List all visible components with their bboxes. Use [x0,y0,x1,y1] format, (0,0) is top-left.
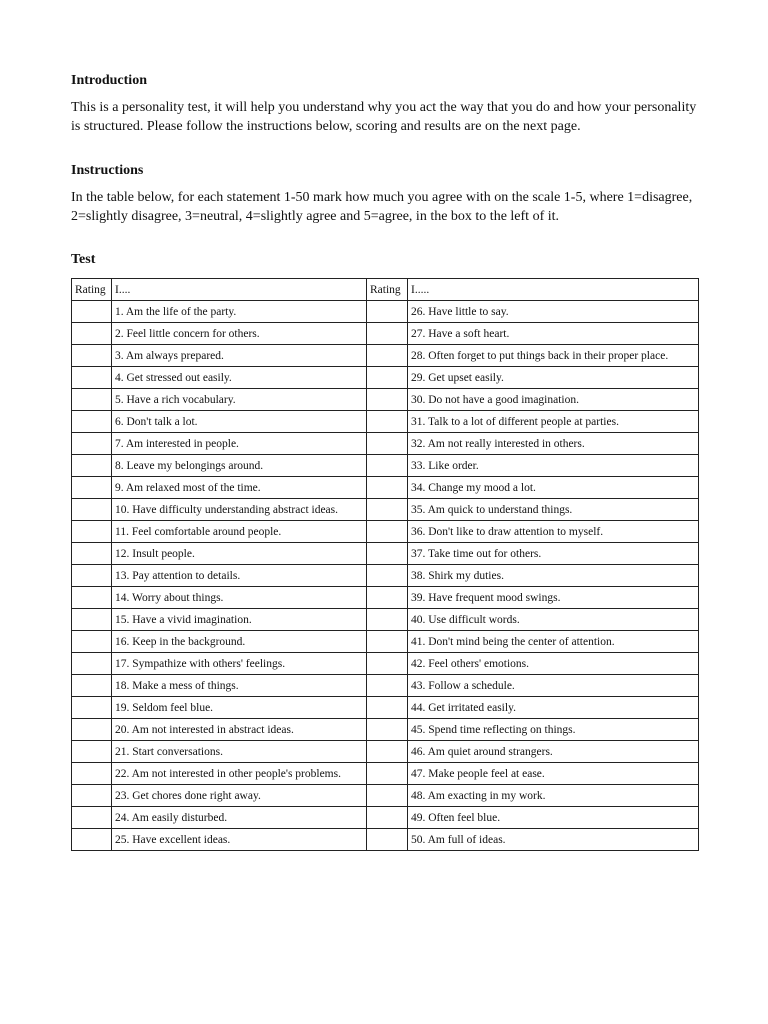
statement-cell: 4. Get stressed out easily. [112,367,367,389]
statement-cell: 48. Am exacting in my work. [408,785,699,807]
statement-cell: 7. Am interested in people. [112,433,367,455]
statement-cell: 41. Don't mind being the center of attention. [408,631,699,653]
statement-cell: 30. Do not have a good imagination. [408,389,699,411]
rating-box[interactable] [367,521,408,543]
introduction-heading: Introduction [71,73,147,88]
rating-box[interactable] [367,433,408,455]
rating-box[interactable] [72,301,112,323]
rating-box[interactable] [367,389,408,411]
rating-box[interactable] [367,763,408,785]
rating-box[interactable] [72,433,112,455]
rating-box[interactable] [72,675,112,697]
statement-cell: 37. Take time out for others. [408,543,699,565]
rating-box[interactable] [72,565,112,587]
introduction-text: This is a personality test, it will help you understand why you act the way that you do and how your personality is structured. Please follow the instructions below, scoring and results are on the next page. [71,100,697,134]
rating-box[interactable] [72,785,112,807]
rating-box[interactable] [367,477,408,499]
table-row [72,477,699,499]
rating-box[interactable] [367,587,408,609]
statement-cell: 5. Have a rich vocabulary. [112,389,367,411]
rating-box[interactable] [367,411,408,433]
statement-cell: 27. Have a soft heart. [408,323,699,345]
instructions-heading: Instructions [71,163,144,178]
statement-cell: 33. Like order. [408,455,699,477]
rating-box[interactable] [72,323,112,345]
table-row [72,763,699,785]
rating-box[interactable] [367,719,408,741]
table-row [72,433,699,455]
rating-header-left: Rating [72,279,112,301]
statement-cell: 36. Don't like to draw attention to myself. [408,521,699,543]
rating-box[interactable] [72,499,112,521]
statement-cell: 39. Have frequent mood swings. [408,587,699,609]
rating-box[interactable] [72,609,112,631]
rating-box[interactable] [72,631,112,653]
statement-header-left: I.... [112,279,367,301]
rating-box[interactable] [72,763,112,785]
test-table [71,278,699,851]
table-row [72,653,699,675]
test-table-body [72,301,699,851]
rating-box[interactable] [367,301,408,323]
statement-cell: 18. Make a mess of things. [112,675,367,697]
statement-cell: 3. Am always prepared. [112,345,367,367]
statement-header-right: I..... [408,279,699,301]
statement-cell: 2. Feel little concern for others. [112,323,367,345]
statement-cell: 38. Shirk my duties. [408,565,699,587]
test-heading: Test [71,252,96,267]
table-row [72,719,699,741]
table-row [72,521,699,543]
rating-box[interactable] [72,697,112,719]
table-row [72,345,699,367]
rating-box[interactable] [72,389,112,411]
rating-box[interactable] [72,719,112,741]
rating-box[interactable] [72,829,112,851]
statement-cell: 43. Follow a schedule. [408,675,699,697]
statement-cell: 6. Don't talk a lot. [112,411,367,433]
rating-box[interactable] [367,653,408,675]
table-row [72,609,699,631]
table-row [72,389,699,411]
rating-box[interactable] [367,741,408,763]
statement-cell: 45. Spend time reflecting on things. [408,719,699,741]
statement-cell: 35. Am quick to understand things. [408,499,699,521]
statement-cell: 10. Have difficulty understanding abstract ideas. [112,499,367,521]
rating-box[interactable] [367,631,408,653]
statement-cell: 40. Use difficult words. [408,609,699,631]
document-page [71,72,698,851]
table-row [72,785,699,807]
table-row [72,301,699,323]
table-row [72,323,699,345]
rating-box[interactable] [72,345,112,367]
statement-cell: 22. Am not interested in other people's problems. [112,763,367,785]
rating-box[interactable] [367,345,408,367]
rating-box[interactable] [72,741,112,763]
statement-cell: 13. Pay attention to details. [112,565,367,587]
statement-cell: 1. Am the life of the party. [112,301,367,323]
statement-cell: 50. Am full of ideas. [408,829,699,851]
rating-header-right: Rating [367,279,408,301]
statement-cell: 46. Am quiet around strangers. [408,741,699,763]
rating-box[interactable] [367,785,408,807]
rating-box[interactable] [367,565,408,587]
table-row [72,675,699,697]
table-row [72,807,699,829]
table-row [72,499,699,521]
rating-box[interactable] [367,829,408,851]
statement-cell: 11. Feel comfortable around people. [112,521,367,543]
rating-box[interactable] [367,367,408,389]
table-row [72,741,699,763]
instructions-text: In the table below, for each statement 1-50 mark how much you agree with on the scale 1-5, where 1=disagree, 2=slightly disagree, 3=neutral, 4=slightly agree and 5=agree, in the box to the left of it. [71,190,693,224]
statement-cell: 23. Get chores done right away. [112,785,367,807]
table-row [72,455,699,477]
statement-cell: 44. Get irritated easily. [408,697,699,719]
table-row [72,697,699,719]
rating-box[interactable] [367,543,408,565]
table-row [72,587,699,609]
rating-box[interactable] [72,455,112,477]
statement-cell: 19. Seldom feel blue. [112,697,367,719]
rating-box[interactable] [367,675,408,697]
statement-cell: 28. Often forget to put things back in their proper place. [408,345,699,367]
rating-box[interactable] [72,367,112,389]
statement-cell: 21. Start conversations. [112,741,367,763]
rating-box[interactable] [72,521,112,543]
statement-cell: 9. Am relaxed most of the time. [112,477,367,499]
statement-cell: 14. Worry about things. [112,587,367,609]
rating-box[interactable] [72,543,112,565]
statement-cell: 49. Often feel blue. [408,807,699,829]
rating-box[interactable] [367,609,408,631]
statement-cell: 16. Keep in the background. [112,631,367,653]
statement-cell: 32. Am not really interested in others. [408,433,699,455]
rating-box[interactable] [72,587,112,609]
statement-cell: 47. Make people feel at ease. [408,763,699,785]
table-header-row [72,279,699,301]
statement-cell: 31. Talk to a lot of different people at parties. [408,411,699,433]
statement-cell: 24. Am easily disturbed. [112,807,367,829]
rating-box[interactable] [367,499,408,521]
rating-box[interactable] [72,411,112,433]
statement-cell: 34. Change my mood a lot. [408,477,699,499]
table-row [72,829,699,851]
rating-box[interactable] [72,807,112,829]
statement-cell: 25. Have excellent ideas. [112,829,367,851]
rating-box[interactable] [367,323,408,345]
statement-cell: 8. Leave my belongings around. [112,455,367,477]
statement-cell: 15. Have a vivid imagination. [112,609,367,631]
statement-cell: 26. Have little to say. [408,301,699,323]
table-row [72,367,699,389]
rating-box[interactable] [367,455,408,477]
statement-cell: 42. Feel others' emotions. [408,653,699,675]
statement-cell: 20. Am not interested in abstract ideas. [112,719,367,741]
rating-box[interactable] [72,653,112,675]
table-row [72,543,699,565]
table-row [72,631,699,653]
statement-cell: 29. Get upset easily. [408,367,699,389]
table-row [72,565,699,587]
statement-cell: 17. Sympathize with others' feelings. [112,653,367,675]
rating-box[interactable] [367,697,408,719]
rating-box[interactable] [367,807,408,829]
table-row [72,411,699,433]
statement-cell: 12. Insult people. [112,543,367,565]
rating-box[interactable] [72,477,112,499]
